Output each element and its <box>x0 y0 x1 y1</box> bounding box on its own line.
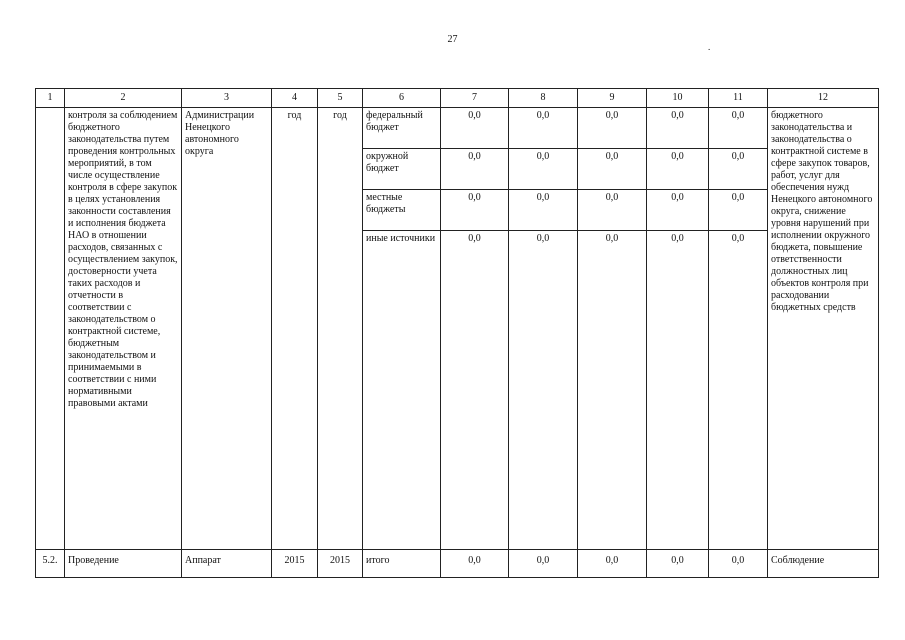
value-cell: 0,0 <box>509 190 578 231</box>
value-cell: 0,0 <box>647 231 709 550</box>
value-cell: 0,0 <box>441 190 509 231</box>
value-cell: 0,0 <box>509 149 578 190</box>
value-cell: 0,0 <box>509 231 578 550</box>
value-cell: 0,0 <box>509 108 578 149</box>
funding-source: окружной бюджет <box>363 149 441 190</box>
executor: Аппарат <box>182 550 272 578</box>
header-cell: 6 <box>363 89 441 108</box>
funding-source: итого <box>363 550 441 578</box>
table-row <box>36 108 879 149</box>
measure-description: Проведение <box>65 550 182 578</box>
header-cell: 10 <box>647 89 709 108</box>
measure-description: контроля за соблюдением бюджетного законодательства путем проведения контрольных мероприятий, в том числе осуществление контроля в сфере закупок в целях установления законности составления и исполнения бюджета НАО в отношении расходов, связанных с осуществлением закупок, достоверности учета таких расходов и отчетности в соответствии с законодательством о контрактной системе, бюджетным законодательством и принимаемыми в соответствии с ними нормативными правовыми актами <box>65 108 182 550</box>
header-cell: 9 <box>578 89 647 108</box>
start-year: 2015 <box>272 550 318 578</box>
value-cell: 0,0 <box>709 550 768 578</box>
expected-result: бюджетного законодательства и законодательства о контрактной системе в сфере закупок товаров, работ, услуг для обеспечения нужд Ненецкого автономного округа, снижение уровня нарушений при исполнении окружного бюджета, повышение ответственности должностных лиц объектов контроля при расходовании бюджетных средств <box>768 108 879 550</box>
start-year: год <box>272 108 318 550</box>
value-cell: 0,0 <box>578 231 647 550</box>
table-row <box>36 550 879 578</box>
value-cell: 0,0 <box>441 550 509 578</box>
header-cell: 1 <box>36 89 65 108</box>
header-cell: 11 <box>709 89 768 108</box>
value-cell: 0,0 <box>578 190 647 231</box>
value-cell: 0,0 <box>441 149 509 190</box>
page-number: 27 <box>447 34 458 45</box>
funding-source: иные источники <box>363 231 441 550</box>
end-year: 2015 <box>318 550 363 578</box>
value-cell: 0,0 <box>647 550 709 578</box>
header-cell: 4 <box>272 89 318 108</box>
header-cell: 12 <box>768 89 879 108</box>
funding-source: местные бюджеты <box>363 190 441 231</box>
value-cell: 0,0 <box>578 108 647 149</box>
value-cell: 0,0 <box>647 108 709 149</box>
funding-source: федеральный бюджет <box>363 108 441 149</box>
value-cell: 0,0 <box>709 231 768 550</box>
header-cell: 8 <box>509 89 578 108</box>
header-row <box>36 89 879 108</box>
value-cell: 0,0 <box>709 190 768 231</box>
value-cell: 0,0 <box>709 149 768 190</box>
value-cell: 0,0 <box>709 108 768 149</box>
row-number: 5.2. <box>36 550 65 578</box>
value-cell: 0,0 <box>578 149 647 190</box>
header-cell: 3 <box>182 89 272 108</box>
end-year: год <box>318 108 363 550</box>
row-number <box>36 108 65 550</box>
expected-result: Соблюдение <box>768 550 879 578</box>
header-cell: 5 <box>318 89 363 108</box>
header-cell: 7 <box>441 89 509 108</box>
value-cell: 0,0 <box>647 190 709 231</box>
value-cell: 0,0 <box>509 550 578 578</box>
speck-dot: . <box>708 42 711 52</box>
value-cell: 0,0 <box>647 149 709 190</box>
value-cell: 0,0 <box>578 550 647 578</box>
value-cell: 0,0 <box>441 108 509 149</box>
program-table <box>35 88 879 578</box>
value-cell: 0,0 <box>441 231 509 550</box>
header-cell: 2 <box>65 89 182 108</box>
executor: Администрации Ненецкого автономного округа <box>182 108 272 550</box>
